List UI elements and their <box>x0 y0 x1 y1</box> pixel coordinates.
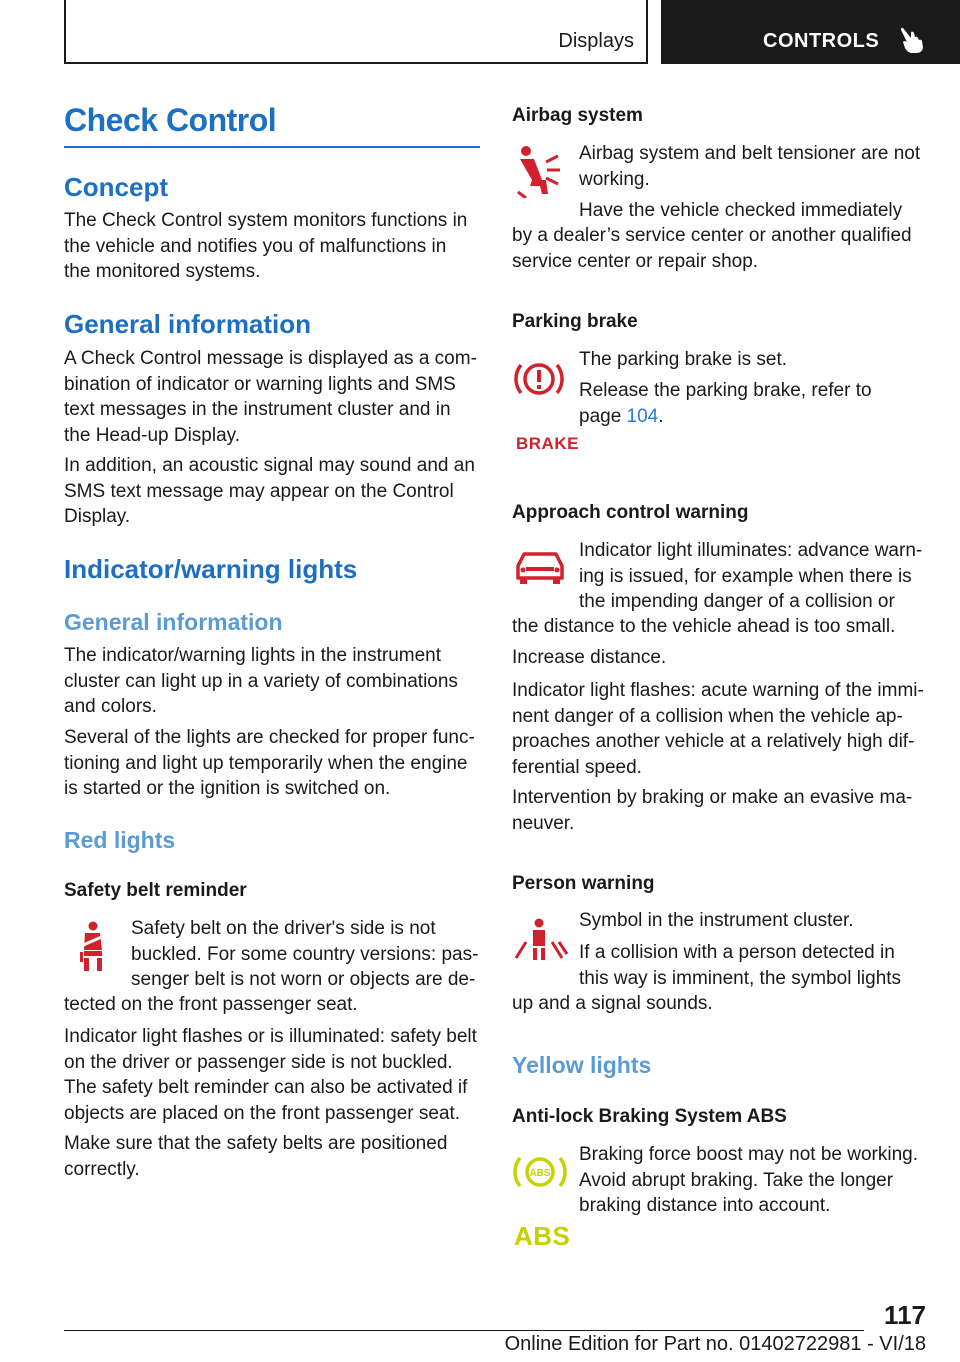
person-warning-icon <box>514 918 568 962</box>
page-reference-link[interactable]: 104 <box>626 405 659 427</box>
header-chapter-box <box>661 0 960 64</box>
safety-belt-text-continued: tected on the front passenger seat. <box>64 994 358 1015</box>
page-number: 117 <box>884 1300 926 1330</box>
person-warning-paragraph-2-continued: up and a signal sounds. <box>512 993 713 1014</box>
header-chapter-label: CONTROLS <box>763 30 880 52</box>
abs-warning-icon <box>512 1150 568 1194</box>
header-section-box <box>64 0 648 64</box>
abs-text: Braking force boost may not be working. Avoid abrupt braking. Take the longer braking distance into account. <box>579 1144 919 1216</box>
person-warning-paragraph-1: Symbol in the instrument cluster. <box>579 910 854 931</box>
abs-icon-text: ABS <box>529 1168 551 1179</box>
parking-brake-paragraph-1: The parking brake is set. <box>579 349 788 370</box>
indicator-general-paragraph-2: Several of the lights are checked for proper func- tioning and light up temporarily when the engine is started or the ignition is switched on. <box>64 727 475 799</box>
parking-brake-paragraph-2 <box>579 378 872 429</box>
header-section-label: Displays <box>558 30 634 52</box>
safety-belt-text: Safety belt on the driver's side is not buckled. For some country versions: pas- senger belt is not worn or objects are de- <box>131 918 479 990</box>
safety-belt-paragraph-3: Make sure that the safety belts are positioned correctly. <box>64 1133 448 1180</box>
general-paragraph-1: A Check Control message is displayed as a com- bination of indicator or warning lights and SMS text messages in the instrument cluster and in the Head-up Display. <box>64 348 477 446</box>
approach-control-text: Indicator light illuminates: advance warn- ing is issued, for example when there is the impending danger of a collision or <box>579 540 923 612</box>
person-warning-heading: Person warning <box>512 873 655 894</box>
indicator-general-heading: General information <box>64 609 283 635</box>
footer-edition: Online Edition for Part no. 01402722981 - VI/18 <box>504 1333 926 1355</box>
yellow-lights-heading: Yellow lights <box>512 1052 652 1078</box>
general-heading: General information <box>64 309 312 339</box>
airbag-paragraph-1: Airbag system and belt tensioner are not working. <box>579 143 921 190</box>
abs-label: ABS <box>514 1221 571 1251</box>
red-lights-heading: Red lights <box>64 827 176 853</box>
abs-heading: Anti-lock Braking System ABS <box>512 1106 787 1127</box>
approach-control-warning-icon <box>514 550 566 586</box>
title-rule <box>64 146 480 148</box>
page-title: Check Control <box>64 102 277 138</box>
person-warning-paragraph-2: If a collision with a person detected in this way is imminent, the symbol lights <box>579 942 902 989</box>
airbag-paragraph-2: Have the vehicle checked immediately <box>579 200 903 221</box>
safety-belt-paragraph-2: Indicator light flashes or is illuminated: safety belt on the driver or passenger side is not buckled. The safety belt reminder can also be activated if objects are placed on the front passenger seat. <box>64 1026 477 1124</box>
approach-control-paragraph-4: Intervention by braking or make an evasive ma- neuver. <box>512 787 913 834</box>
approach-control-paragraph-3: Indicator light flashes: acute warning of the immi- nent danger of a collision when the vehicle ap- proaches another vehicle at a relatively high dif- ferential speed. <box>512 680 924 778</box>
approach-control-paragraph-2: Increase distance. <box>512 647 667 668</box>
pointing-hand-icon <box>899 24 925 54</box>
airbag-paragraph-2-continued: by a dealer’s service center or another qualified service center or repair shop. <box>512 225 912 272</box>
parking-brake-warning-icon <box>514 357 564 401</box>
general-paragraph-2: In addition, an acoustic signal may sound and an SMS text message may appear on the Control Display. <box>64 455 475 527</box>
concept-heading: Concept <box>64 172 168 202</box>
brake-label: BRAKE <box>516 434 579 453</box>
approach-control-text-continued: the distance to the vehicle ahead is too small. <box>512 616 896 637</box>
parking-brake-heading: Parking brake <box>512 311 638 332</box>
seatbelt-warning-icon <box>78 920 110 972</box>
airbag-warning-icon <box>512 142 562 198</box>
indicator-heading: Indicator/warning lights <box>64 554 358 584</box>
indicator-general-paragraph-1: The indicator/warning lights in the instrument cluster can light up in a variety of combinations and colors. <box>64 645 458 717</box>
parking-brake-text: Release the parking brake, refer to page <box>579 380 872 427</box>
airbag-heading: Airbag system <box>512 105 643 126</box>
parking-brake-period: . <box>658 405 664 427</box>
approach-control-heading: Approach control warning <box>512 502 749 523</box>
concept-text: The Check Control system monitors functions in the vehicle and notifies you of malfunctions in the monitored systems. <box>64 210 468 282</box>
safety-belt-heading: Safety belt reminder <box>64 880 247 901</box>
footer-rule <box>64 1330 864 1331</box>
